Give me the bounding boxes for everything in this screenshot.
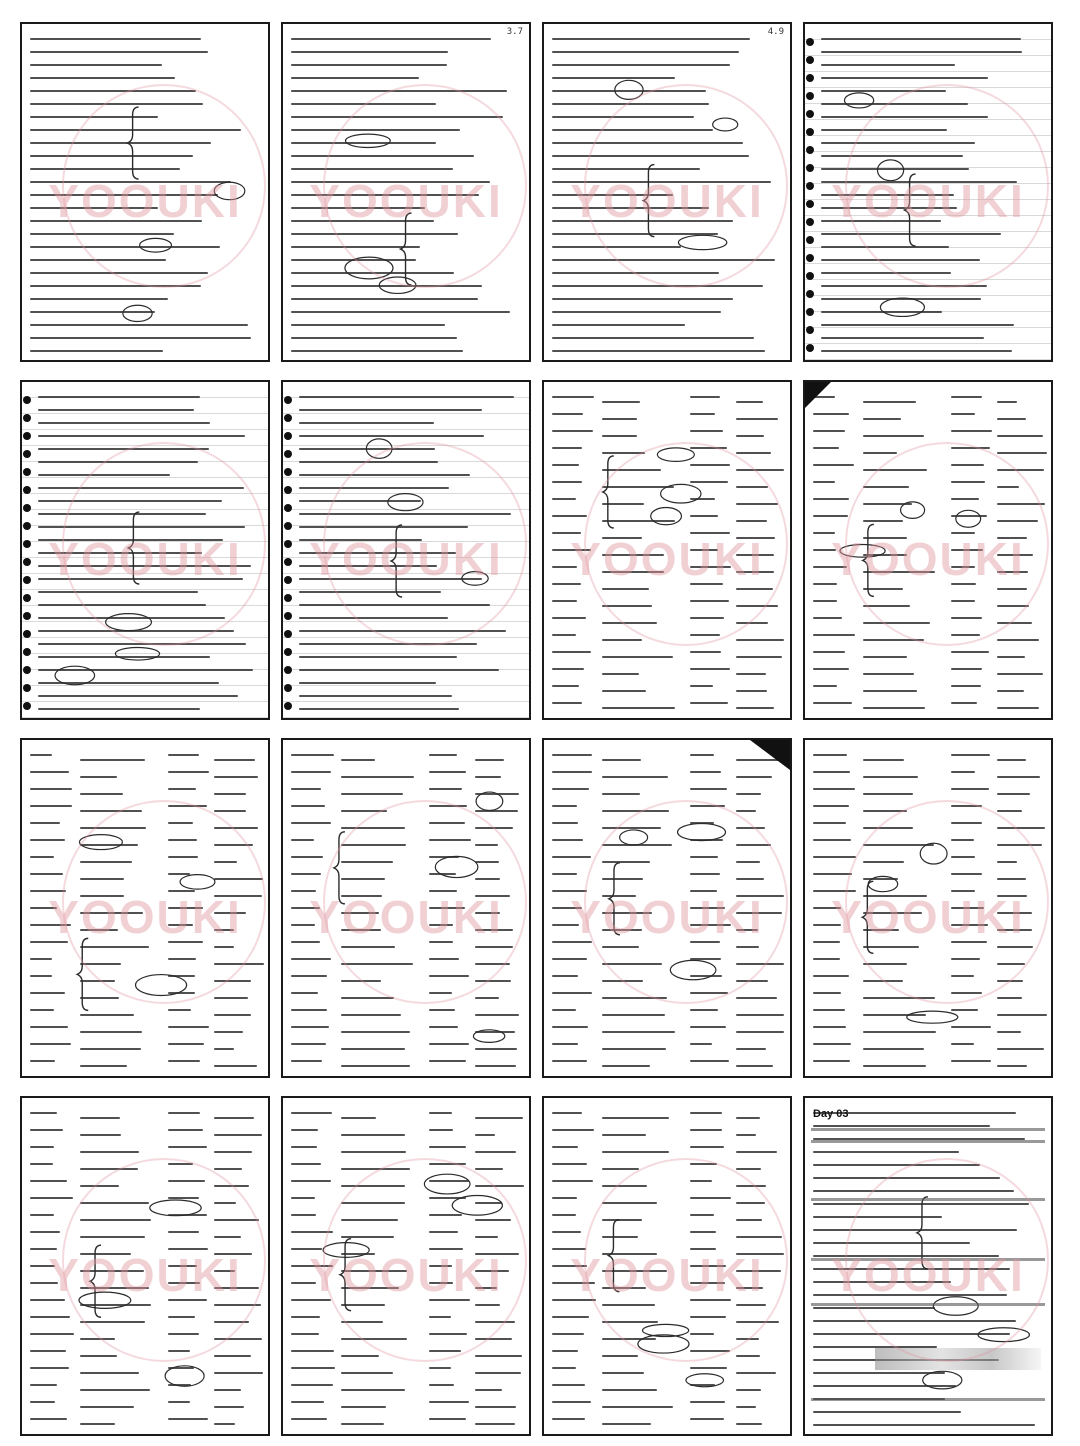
folded-corner-shadow <box>805 382 831 408</box>
watermark-text: YOOUKI <box>570 533 764 585</box>
circled-word-mark <box>115 648 159 661</box>
brace-mark <box>643 165 654 237</box>
notebook-page-2 <box>281 22 531 362</box>
printed-text-band <box>811 1198 1045 1201</box>
circled-word-mark <box>907 1011 958 1023</box>
circled-word-mark <box>678 235 726 249</box>
circled-word-mark <box>678 824 726 841</box>
circled-word-mark <box>214 182 245 199</box>
watermark-text: YOOUKI <box>831 891 1025 943</box>
watermark-text: YOOUKI <box>48 533 242 585</box>
ink-annotations <box>283 740 529 1076</box>
circled-word-mark <box>651 508 682 525</box>
circled-word-mark <box>123 305 152 321</box>
ink-annotations <box>805 740 1051 1076</box>
folded-corner-shadow <box>750 740 790 770</box>
brace-mark <box>863 524 874 596</box>
watermark-text: YOOUKI <box>48 175 242 227</box>
highlighted-passage <box>875 1348 1041 1370</box>
watermark-text: YOOUKI <box>309 1249 503 1301</box>
brace-mark <box>401 213 412 285</box>
circled-word-mark <box>345 257 393 279</box>
notebook-page-1 <box>20 22 270 362</box>
ink-annotations <box>805 24 1051 360</box>
brace-mark <box>128 107 139 179</box>
brace-mark <box>77 938 88 1010</box>
ink-annotations <box>22 382 268 718</box>
circled-word-mark <box>140 238 172 252</box>
printed-text-band <box>811 1303 1045 1306</box>
circled-word-mark <box>615 80 643 99</box>
circled-word-mark <box>388 494 423 511</box>
watermark-text: YOOUKI <box>309 533 503 585</box>
circled-word-mark <box>923 1371 962 1389</box>
printed-text-band <box>811 1128 1045 1131</box>
watermark-text: YOOUKI <box>309 175 503 227</box>
ink-annotations <box>544 1098 790 1434</box>
day-heading: Day 03 <box>813 1108 849 1120</box>
ink-annotations <box>544 382 790 718</box>
notebook-page-14 <box>281 1096 531 1436</box>
notebook-page-4 <box>803 22 1053 362</box>
circled-word-mark <box>956 510 981 527</box>
watermark-text: YOOUKI <box>570 1249 764 1301</box>
circled-word-mark <box>476 792 503 810</box>
brace-mark <box>90 1245 101 1317</box>
circled-word-mark <box>106 614 152 631</box>
circled-word-mark <box>920 843 947 864</box>
ink-annotations <box>283 1098 529 1434</box>
ink-annotations <box>283 24 529 360</box>
circled-word-mark <box>661 484 701 503</box>
ink-annotations <box>805 382 1051 718</box>
page-number: 4.9 <box>767 27 784 37</box>
watermark-text: YOOUKI <box>831 1249 1025 1301</box>
notebook-page-8 <box>803 380 1053 720</box>
circled-word-mark <box>452 1196 502 1216</box>
ink-annotations <box>22 740 268 1076</box>
circled-word-mark <box>844 93 873 108</box>
circled-word-mark <box>462 572 488 586</box>
brace-mark <box>862 881 873 953</box>
ink-annotations <box>283 382 529 718</box>
ink-annotations <box>805 1098 1051 1434</box>
notebook-page-5 <box>20 380 270 720</box>
ink-annotations <box>22 24 268 360</box>
circled-word-mark <box>79 835 122 850</box>
circled-word-mark <box>366 439 392 458</box>
brace-mark <box>340 1239 351 1311</box>
brace-mark <box>603 456 614 528</box>
circled-word-mark <box>473 1030 504 1043</box>
circled-word-mark <box>165 1366 204 1386</box>
circled-word-mark <box>323 1243 369 1258</box>
circled-word-mark <box>55 666 95 685</box>
circled-word-mark <box>638 1335 689 1353</box>
circled-word-mark <box>136 975 187 996</box>
circled-word-mark <box>345 134 390 147</box>
circled-word-mark <box>868 876 897 891</box>
circled-word-mark <box>670 960 716 979</box>
notebook-page-12 <box>803 738 1053 1078</box>
brace-mark <box>608 1220 619 1292</box>
brace-mark <box>334 832 345 904</box>
ink-annotations <box>22 1098 268 1434</box>
circled-word-mark <box>713 118 738 131</box>
circled-word-mark <box>877 160 903 181</box>
watermark-text: YOOUKI <box>570 175 764 227</box>
page-number: 3.7 <box>506 27 523 37</box>
circled-word-mark <box>840 544 885 557</box>
ink-annotations <box>544 740 790 1076</box>
notebook-page-13 <box>20 1096 270 1436</box>
watermark-text: YOOUKI <box>570 891 764 943</box>
circled-word-mark <box>79 1292 131 1308</box>
notebook-page-3 <box>542 22 792 362</box>
notebook-page-10 <box>281 738 531 1078</box>
circled-word-mark <box>620 830 648 845</box>
ink-annotations <box>544 24 790 360</box>
circled-word-mark <box>424 1174 470 1194</box>
circled-word-mark <box>880 298 924 316</box>
brace-mark <box>128 512 139 584</box>
notebook-page-9 <box>20 738 270 1078</box>
notebook-page-6 <box>281 380 531 720</box>
circled-word-mark <box>180 875 215 889</box>
watermark-text: YOOUKI <box>48 1249 242 1301</box>
circled-word-mark <box>686 1374 724 1387</box>
notebook-page-16 <box>803 1096 1053 1436</box>
printed-text-band <box>811 1258 1045 1261</box>
watermark-text: YOOUKI <box>831 533 1025 585</box>
watermark-text: YOOUKI <box>309 891 503 943</box>
circled-word-mark <box>657 448 694 462</box>
circled-word-mark <box>901 502 925 519</box>
notebook-page-11 <box>542 738 792 1078</box>
watermark-text: YOOUKI <box>831 175 1025 227</box>
watermark-text: YOOUKI <box>48 891 242 943</box>
brace-mark <box>391 525 402 597</box>
brace-mark <box>609 863 620 935</box>
printed-text-band <box>811 1140 1045 1143</box>
notebook-page-7 <box>542 380 792 720</box>
brace-mark <box>905 174 916 246</box>
notebook-page-15 <box>542 1096 792 1436</box>
circled-word-mark <box>435 856 478 877</box>
circled-word-mark <box>150 1200 201 1216</box>
circled-word-mark <box>978 1328 1029 1342</box>
printed-text-band <box>811 1398 1045 1401</box>
